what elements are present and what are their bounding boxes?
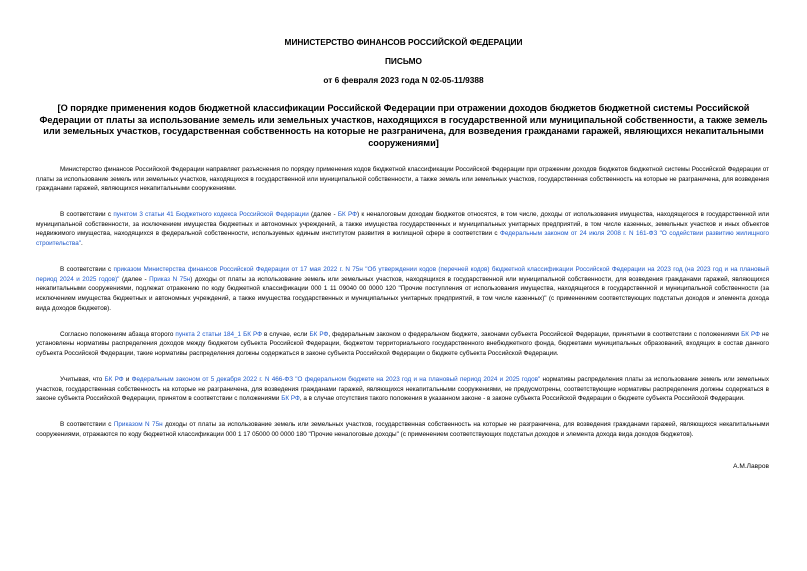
paragraph-text: Министерство финансов Российской Федерации направляет разъяснения по порядку применения кодов бюджетной классификации Российской Федерации при отражении доходов бюджетов бюджетной системы Российской Федерации от платы за использование земель или земельных участков, находящихся в государственной или муниципальной собственности, а также земель или земельных участков, государственная собственность на которые не разграничена, для возведения гражданами гаражей, являющихся некапитальными сооружениями. [36, 166, 769, 193]
paragraph-2 [36, 210, 769, 248]
paragraph-3 [36, 265, 769, 313]
paragraph-text: в случае, если [261, 330, 310, 338]
paragraph-1 [36, 165, 769, 194]
paragraph-4 [36, 330, 769, 359]
paragraph-text: Учитывая, что [60, 375, 105, 383]
link-order-75n[interactable]: Приказом N 75н [113, 421, 163, 429]
paragraph-text: В соответствии с [60, 211, 114, 219]
paragraph-6 [36, 420, 769, 439]
link-article-184-1[interactable]: пункта 2 статьи 184_1 БК РФ [175, 330, 262, 338]
paragraph-text: В соответствии с [60, 266, 114, 274]
link-federal-law-466[interactable]: Федеральным законом от 5 декабря 2022 г. N 466-ФЗ "О федеральном бюджете на 2023 год и на плановый период 2024 и 2025 годов" [131, 375, 541, 383]
link-budget-code-article-41[interactable]: пунктом 3 статьи 41 Бюджетного кодекса Российской Федерации [113, 211, 309, 219]
link-bk-rf[interactable]: БК РФ [281, 395, 300, 403]
paragraph-text: доходы от платы за использование земель или земельных участков, государственная собственность на которые не разграничена, для возведения гражданами гаражей, являющихся некапитальными сооружениями, отражаются по коду бюджетной классификации 000 1 17 05000 00 0000 180 "Прочие неналоговые доходы" (с применением соответствующих подстатьи доходов и элемента дохода вида доходов бюджетов). [36, 421, 769, 438]
link-order-75n-full[interactable]: приказом Министерства финансов Российской Федерации от 17 мая 2022 г. N 75н "Об утверждении кодов (перечней кодов) бюджетной классификации Российской Федерации на 2023 год (на 2023 год и на плановый период 2024 и 2025 годов)" [36, 266, 770, 283]
document-body [36, 165, 769, 456]
paragraph-text: В соответствии с [60, 421, 114, 429]
paragraph-text: нормативы распределения платы за использование земель или земельных участков, государственная собственность на которые не разграничена, для возведения гражданами гаражей, являющихся некапитальными сооружениями, не предусмотрены, соответствующие нормативы распределения должны содержаться в законе субъекта Российской Федерации, принятом в соответствии с положениями [36, 375, 770, 403]
document-date: от 6 февраля 2023 года N 02-05-11/9388 [323, 75, 484, 85]
paragraph-text: ) доходы от платы за использование земель или земельных участков, находящихся в государственной или муниципальной собственности, для возведения гражданами гаражей, являющихся некапитальными сооружениями, подлежат отражению по коду бюджетной классификации 000 1 11 09040 00 0000 120 "Прочие поступления от использования имущества, находящегося в государственной и муниципальной собственности (за исключением имущества бюджетных и автономных учреждений, а также имущества государственных и муниципальных унитарных предприятий, в том числе казенных)" (с применением соответствующих подстатьи доходов и элемента дохода вида доходов бюджетов). [36, 275, 770, 312]
document-subject: [О порядке применения кодов бюджетной классификации Российской Федерации при отражении доходов бюджетов бюджетной системы Российской Федерации от платы за использование земель или земельных участков, находящихся в государственной или муниципальной собственности, а также земель или земельных участков, государственная собственность на которые не разграничена, для возведения гражданами гаражей, являющихся некапитальными сооружениями] [39, 103, 768, 148]
ministry-name: МИНИСТЕРСТВО ФИНАНСОВ РОССИЙСКОЙ ФЕДЕРАЦИИ [284, 37, 523, 47]
link-bk-rf[interactable]: БК РФ [741, 330, 760, 338]
paragraph-text: ) к неналоговым доходам бюджетов относятся, в том числе, доходы от использования имущества, находящегося в государственной или муниципальной собственности, за исключением имущества бюджетных и автономных учреждений, а также имущества государственных и муниципальных унитарных предприятий, в том числе казенных, земельных участков и иных объектов недвижимого имущества, находящихся в федеральной собственности, используемых единым институтом развития в жилищной сфере в соответствии с [36, 211, 769, 238]
paragraph-text: Согласно положениям абзаца второго [60, 330, 176, 338]
link-bk-rf[interactable]: БК РФ [104, 375, 124, 383]
paragraph-text: (далее - [119, 275, 150, 283]
paragraph-text: . [81, 240, 83, 248]
link-order-75n[interactable]: Приказ N 75н [149, 275, 191, 283]
link-federal-law-161[interactable]: Федеральным законом от 24 июля 2008 г. N 161-ФЗ "О содействии развитию жилищного строительства" [36, 230, 769, 248]
paragraph-text: и [123, 375, 132, 383]
paragraph-text: не установлены нормативы распределения доходов между бюджетом субъекта Российской Федерации, бюджетом территориального государственного внебюджетного фонда, бюджетами муниципальных образований, входящих в состав данного субъекта Российской Федерации, такие нормативы распределения должны содержаться в законе субъекта Российской Федерации о бюджете субъекта Российской Федерации. [36, 330, 770, 357]
paragraph-text: , а в случае отсутствия такого положения в указанном законе - в законе субъекта Российской Федерации о бюджете субъекта Российской Федерации. [299, 395, 745, 403]
paragraph-text: (далее - [308, 211, 338, 219]
paragraph-5 [36, 375, 769, 404]
link-bk-rf[interactable]: БК РФ [337, 211, 357, 219]
signature: А.М.Лавров [733, 463, 769, 470]
document-type: ПИСЬМО [384, 56, 423, 66]
link-bk-rf[interactable]: БК РФ [309, 330, 329, 338]
paragraph-text: , федеральным законом о федеральном бюджете, законами субъекта Российской Федерации, принятыми в соответствии с положениями [328, 330, 742, 338]
